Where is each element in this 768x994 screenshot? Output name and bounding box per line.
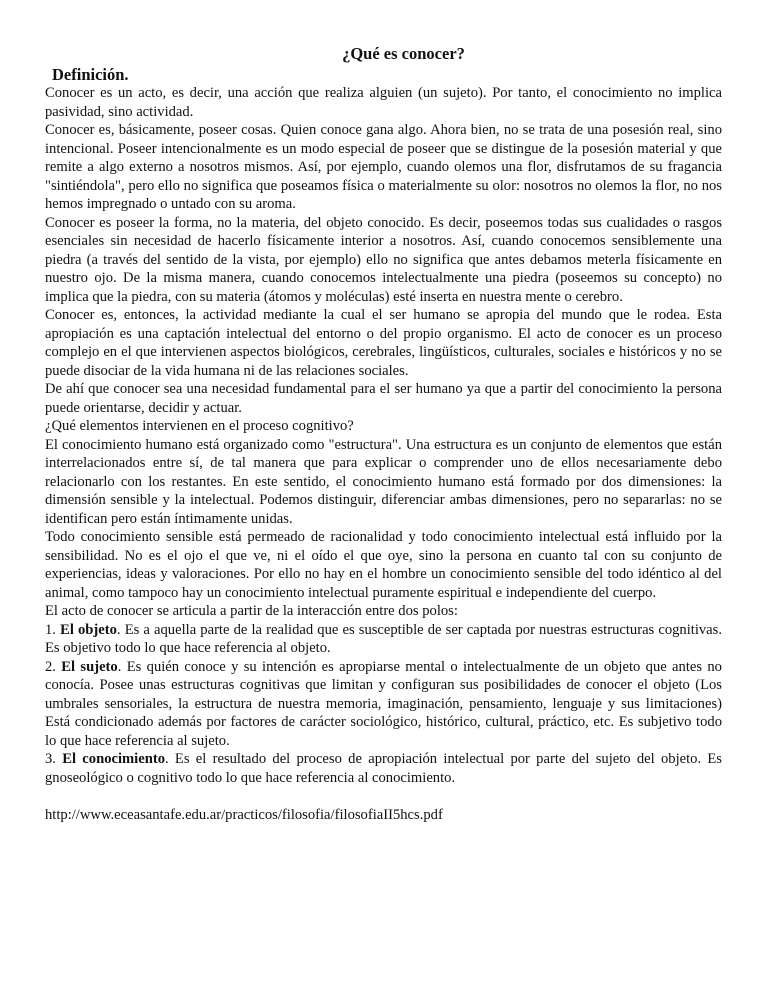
item-number: 1.: [45, 621, 56, 638]
paragraph-poles-intro: El acto de conocer se articula a partir de la interacción entre dos polos:: [45, 603, 458, 619]
paragraph-structure: El conocimiento humano está organizado como "estructura". Una estructura es un conjunto de elementos que están interrelacionados entre sí, de tal manera que para explicar o comprender uno de ellos necesariamente debo relacionarlo con los restantes. En este sentido, el conocimiento humano está formado por dos dimensiones: la dimensión sensible y la intelectual. Podemos distinguir, diferenciar ambas dimensiones, pero no separarlas: no se identifican pero están íntimamente unidas.: [45, 436, 722, 527]
definition-heading: Definición.: [52, 65, 129, 84]
item-term: El sujeto: [61, 658, 118, 675]
item-text: . Es quién conoce y su intención es apropiarse mental o intelectualmente de un objeto que antes no conocía. Posee unas estructuras cognitivas que limitan y configuran sus posibilidades de conocer el objeto (Los umbrales sensoriales, la estructura de nuestra memoria, imaginación, pensamiento, lenguaje y sus limitaciones) Está condicionado además por factores de carácter sociológico, histórico, cultural, práctico, etc. Es subjetivo todo lo que hace referencia al sujeto.: [45, 658, 722, 749]
document-page: [45, 44, 722, 825]
paragraph-sensibility: Todo conocimiento sensible está permeado de racionalidad y todo conocimiento intelectual está influido por la sensibilidad. No es el ojo el que ve, ni el oído el que oye, sino la persona en cuanto tal con su conjunto de experiencias, ideas y valoraciones. Por ello no hay en el hombre un conocimiento sensible del todo idéntico al del animal, como tampoco hay un conocimiento intelectual puramente espiritual e independiente del cuerpo.: [45, 529, 722, 601]
item-number: 3.: [45, 751, 56, 767]
item-number: 2.: [45, 658, 56, 675]
elements-question: ¿Qué elementos intervienen en el proceso cognitivo?: [45, 418, 354, 434]
list-item-object: [45, 621, 722, 658]
item-text: . Es el resultado del proceso de apropiación intelectual por parte del sujeto del objeto. Es gnoseológico o cognitivo todo lo que hace referencia al conocimiento.: [45, 751, 722, 786]
source-url: http://www.eceasantafe.edu.ar/practicos/filosofia/filosofiaII5hcs.pdf: [45, 807, 443, 823]
paragraph-form: Conocer es poseer la forma, no la materia, del objeto conocido. Es decir, poseemos todas sus cualidades o rasgos esenciales sin necesidad de hacerlo físicamente interior a nosotros. Así, cuando conocemos sensiblemente una piedra (a través del sentido de la vista, por ejemplo) ello no significa que antes debamos meterla físicamente en nuestro ojo. De la misma manera, cuando conocemos intelectualmente una piedra (poseemos su concepto) no implica que la piedra, con su materia (átomos y moléculas) esté inserta en nuestra mente o cerebro.: [45, 214, 722, 305]
paragraph-act: Conocer es un acto, es decir, una acción que realiza alguien (un sujeto). Por tanto, el conocimiento no implica pasividad, sino actividad.: [45, 85, 722, 120]
item-term: El objeto: [60, 621, 117, 638]
paragraph-activity: Conocer es, entonces, la actividad mediante la cual el ser humano se apropia del mundo que le rodea. Esta apropiación es una captación intelectual del entorno o del propio organismo. El acto de conocer es un proceso complejo en el que intervienen aspectos biológicos, cerebrales, lingüísticos, culturales, sociales e históricos y no se puede disociar de la vida humana ni de las relaciones sociales.: [45, 307, 722, 379]
list-item-knowledge: [45, 750, 722, 787]
list-item-subject: [45, 658, 722, 751]
item-term: El conocimiento: [62, 751, 165, 767]
document-title: ¿Qué es conocer?: [342, 44, 465, 63]
paragraph-necessity: De ahí que conocer sea una necesidad fundamental para el ser humano ya que a partir del conocimiento la persona puede orientarse, decidir y actuar.: [45, 381, 722, 416]
paragraph-possession: Conocer es, básicamente, poseer cosas. Quien conoce gana algo. Ahora bien, no se trata de una posesión real, sino intencional. Poseer intencionalmente es un modo especial de poseer que se distingue de la posesión material y que remite a algo externo a nosotros mismos. Así, por ejemplo, cuando olemos una flor, disfrutamos de su fragancia "sintiéndola", pero ello no significa que poseamos física o materialmente su olor: nosotros no olemos la flor, no nos hemos impregnado o untado con su aroma.: [45, 122, 722, 212]
item-text: . Es a aquella parte de la realidad que es susceptible de ser captada por nuestras estructuras cognitivas. Es objetivo todo lo que hace referencia al objeto.: [45, 621, 722, 656]
